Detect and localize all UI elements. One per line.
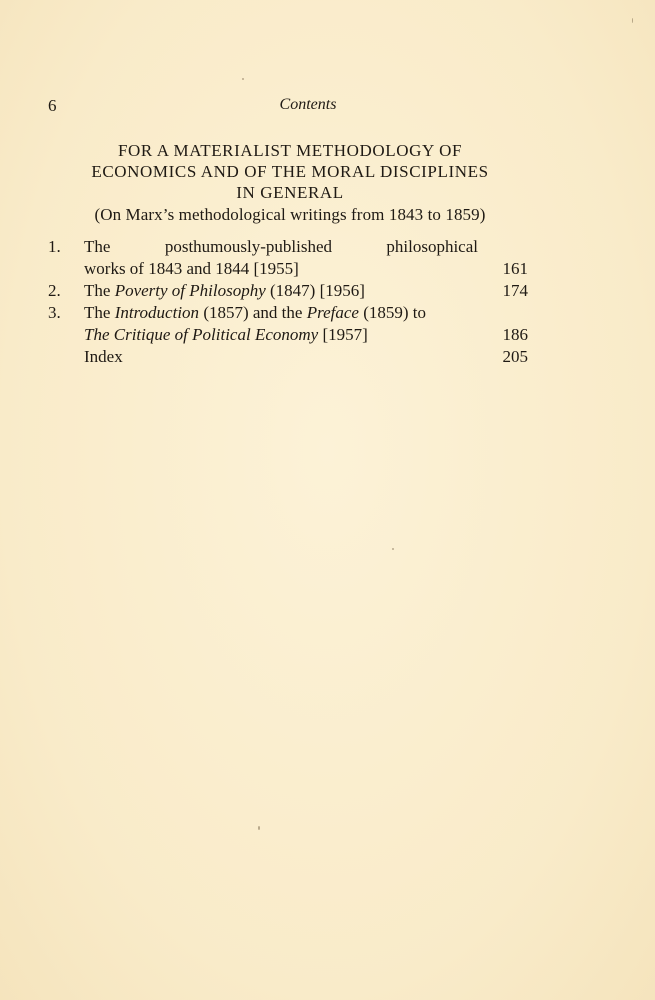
entry-number: 3. <box>48 303 61 322</box>
entry-italic: Preface <box>306 303 359 322</box>
entry-number: 1. <box>48 237 61 256</box>
entry-title-line-2: works of 1843 and 1844 [1955] <box>84 259 299 278</box>
table-of-contents <box>48 236 528 368</box>
toc-entry-2[interactable] <box>48 280 528 302</box>
running-head <box>48 96 528 118</box>
entry-text: The <box>84 303 115 322</box>
part-heading-line: IN GENERAL <box>236 183 344 202</box>
entry-text: [1957] <box>318 325 368 344</box>
entry-page-number: 174 <box>502 281 528 300</box>
entry-italic: The Critique of Political Economy <box>84 325 319 344</box>
toc-entry-index[interactable] <box>48 346 528 368</box>
entry-text: (1859) to <box>358 303 426 322</box>
paper-speck <box>258 826 260 830</box>
page-number: 6 <box>48 96 57 115</box>
entry-title-line-1: The posthumously-published philosophical <box>84 237 478 256</box>
entry-text: (1857) and the <box>199 303 307 322</box>
entry-number: 2. <box>48 281 61 300</box>
part-heading-line: ECONOMICS AND OF THE MORAL DISCIPLINES <box>91 162 489 181</box>
paper-speck <box>242 78 244 80</box>
paper-speck <box>392 548 394 550</box>
entry-title-suffix: (1847) [1956] <box>265 281 365 300</box>
part-subtitle: (On Marx’s methodological writings from 1843 to 1859) <box>94 205 486 224</box>
index-label: Index <box>84 347 123 366</box>
toc-entry-3[interactable] <box>48 302 528 346</box>
paper-speck <box>632 18 633 23</box>
running-title: Contents <box>279 96 337 113</box>
entry-title-line-2 <box>84 324 478 346</box>
entry-page-number: 186 <box>502 325 528 344</box>
entry-italic: Introduction <box>114 303 200 322</box>
toc-entry-1[interactable] <box>48 236 528 280</box>
entry-page-number: 161 <box>502 259 528 278</box>
entry-title-prefix: The <box>84 281 115 300</box>
entry-title-line-1 <box>84 302 478 324</box>
entry-page-number: 205 <box>502 347 528 366</box>
entry-title-italic: Poverty of Philosophy <box>114 281 266 300</box>
part-heading-line: FOR A MATERIALIST METHODOLOGY OF <box>117 141 463 160</box>
part-heading <box>30 140 550 203</box>
